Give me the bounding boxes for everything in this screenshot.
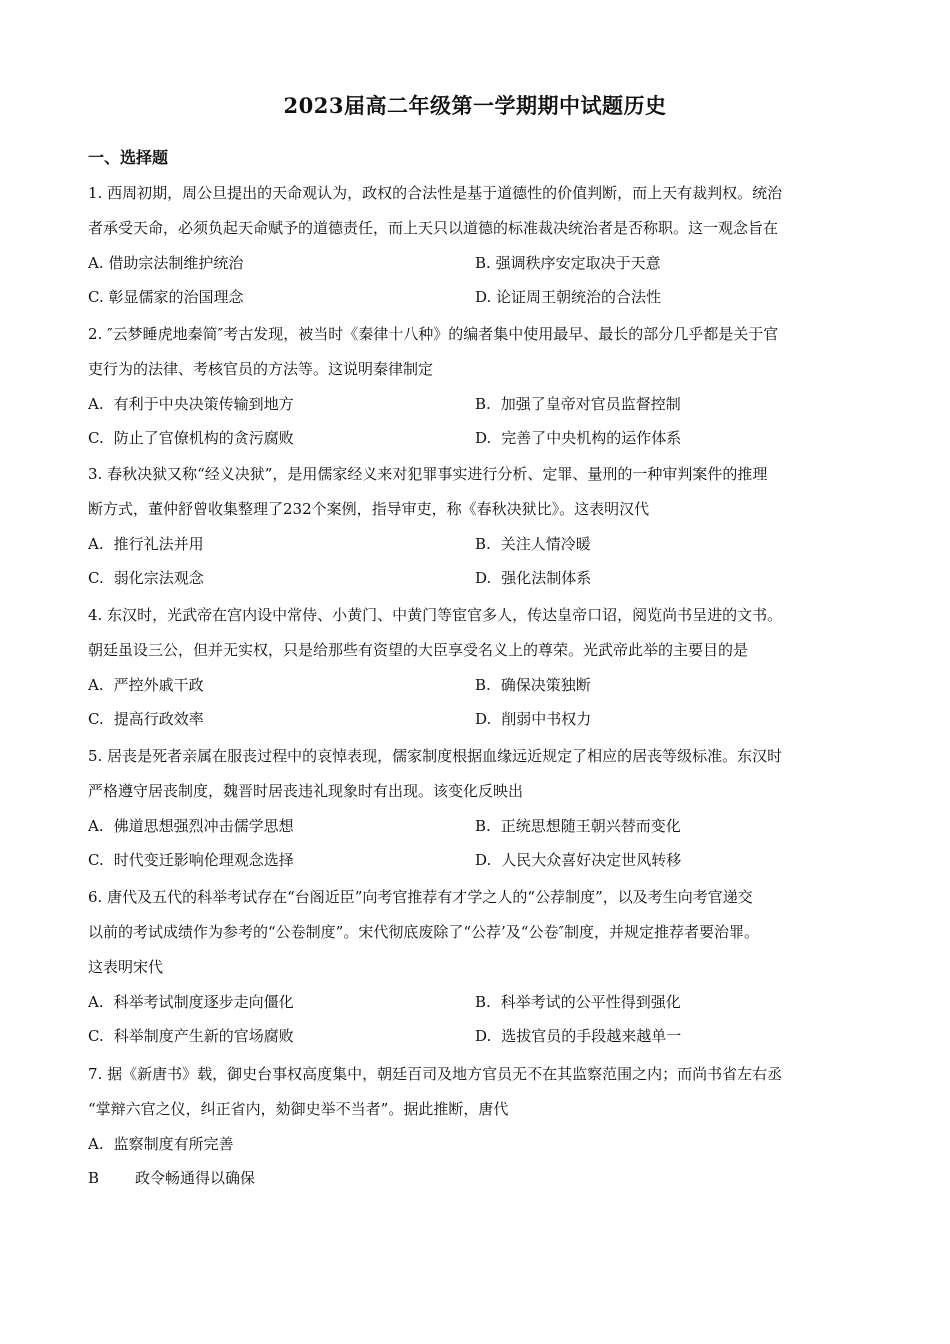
option-text: 论证周王朝统治的合法性 [496,288,662,306]
option-letter: D. [475,1027,492,1045]
option-text: 彰显儒家的治国理念 [108,288,244,306]
question-stem-line: 这表明宋代 [88,958,164,976]
option-letter: A. [88,993,104,1011]
question-stem-line: 2. ″云梦睡虎地秦简″考古发现，被当时《秦律十八种》的编者集中使用最早、最长的部分几乎都是关于官 [88,325,779,343]
option-c[interactable] [88,702,204,736]
option-letter: D. [475,429,492,447]
option-letter: D. [475,288,492,306]
option-d[interactable] [475,702,591,736]
option-row [88,280,868,314]
option-b[interactable] [475,387,681,421]
option-text: 推行礼法并用 [113,535,204,553]
option-d[interactable] [475,421,681,455]
option-c[interactable] [88,421,294,455]
option-d[interactable] [475,843,681,877]
option-letter: C. [88,429,104,447]
option-text: 正统思想随王朝兴替而变化 [500,817,681,835]
question-6 [88,880,868,1053]
option-d[interactable] [475,561,591,595]
question-stem-line: 严格遵守居丧制度，魏晋时居丧违礼现象时有出现。该变化反映出 [88,782,524,800]
option-letter: B. [475,993,491,1011]
question-stem-line: 3. 春秋决狱又称“经义决狱”，是用儒家经义来对犯罪事实进行分析、定罪、量刑的一种审判案件的推理 [88,465,768,483]
option-row [88,843,868,877]
option-text: 人民大众喜好决定世风转移 [501,851,682,869]
question-stem-line: 断方式，董仲舒曾收集整理了232个案例，指导审吏，称《春秋决狱比》。这表明汉代 [88,500,650,518]
option-b[interactable] [475,809,681,843]
option-row [88,421,868,455]
option-text: 政令畅通得以确保 [135,1169,256,1187]
page-title: 2023届高二年级第一学期期中试题历史 [283,93,667,118]
option-letter: B. [475,535,491,553]
option-text: 强化法制体系 [501,569,592,587]
question-7 [88,1057,868,1195]
question-stem-line: 6. 唐代及五代的科举考试存在“台阁近臣”向考官推荐有才学之人的“公荐制度”，以及考生向考官递交 [88,888,753,906]
option-letter: B. [475,254,491,272]
option-text: 选拔官员的手段越来越单一 [501,1027,682,1045]
option-b[interactable] [475,668,591,702]
question-stem-line: 1. 西周初期，周公旦提出的天命观认为，政权的合法性是基于道德性的价值判断，而上天有裁判权。统治 [88,184,783,202]
option-d[interactable] [475,1019,681,1053]
option-a[interactable] [88,985,294,1019]
option-letter: A. [88,1135,104,1153]
option-row [88,561,868,595]
option-d[interactable] [475,280,661,314]
question-stem-line: 吏行为的法律、考核官员的方法等。这说明秦律制定 [88,360,434,378]
option-text: 完善了中央机构的运作体系 [501,429,682,447]
question-stem-line: 5. 居丧是死者亲属在服丧过程中的哀悼表现，儒家制度根据血缘远近规定了相应的居丧等级标准。东汉时 [88,747,783,765]
option-text: 确保决策独断 [500,676,591,694]
option-row [88,668,868,702]
question-4 [88,598,868,736]
option-b[interactable] [475,527,591,561]
option-letter: B. [475,395,491,413]
question-stem-line: 者承受天命，必须负起天命赋予的道德责任，而上天只以道德的标准裁决统治者是否称职。这一观念旨在 [88,219,779,237]
question-3 [88,457,868,595]
option-b[interactable] [88,1161,255,1195]
option-letter: C. [88,1027,104,1045]
option-text: 监察制度有所完善 [113,1135,234,1153]
option-text: 借助宗法制维护统治 [108,254,244,272]
option-letter: A. [88,395,104,413]
option-letter: B. [475,817,491,835]
option-letter: A. [88,817,104,835]
option-row [88,702,868,736]
option-a[interactable] [88,246,243,280]
option-row [88,527,868,561]
option-row [88,246,868,280]
option-text: 弱化宗法观念 [113,569,204,587]
section-heading: 一、选择题 [88,148,169,167]
option-text: 加强了皇帝对官员监督控制 [500,395,681,413]
option-row [88,1161,868,1195]
option-letter: C. [88,569,104,587]
option-text: 有利于中央决策传输到地方 [113,395,294,413]
question-1 [88,176,868,314]
option-letter: C. [88,851,104,869]
option-text: 科举考试的公平性得到强化 [500,993,681,1011]
option-text: 削弱中书权力 [501,710,592,728]
option-text: 强调秩序安定取决于天意 [495,254,661,272]
option-c[interactable] [88,1019,294,1053]
option-letter: B [88,1169,100,1187]
option-letter: C. [88,288,104,306]
option-letter: B. [475,676,491,694]
question-stem-line: 7. 据《新唐书》载，御史台事权高度集中，朝廷百司及地方官员无不在其监察范围之内；而尚书省左右丞 [88,1065,783,1083]
option-a[interactable] [88,1127,234,1161]
option-letter: A. [88,535,104,553]
question-stem-line: 朝廷虽设三公，但并无实权，只是给那些有资望的大臣享受名义上的尊荣。光武帝此举的主要目的是 [88,641,749,659]
question-2 [88,317,868,455]
option-c[interactable] [88,280,244,314]
question-stem-line: “掌辩六官之仪，纠正省内，劾御史举不当者”。据此推断，唐代 [88,1100,509,1118]
question-stem-line: 以前的考试成绩作为参考的“公卷制度”。宋代彻底废除了“公荐’及“公卷″制度，并规定推荐者要治罪。 [88,923,760,941]
option-text: 严控外戚干政 [113,676,204,694]
option-text: 防止了官僚机构的贪污腐败 [113,429,294,447]
option-a[interactable] [88,809,294,843]
option-text: 关注人情冷暖 [500,535,591,553]
option-text: 科举制度产生新的官场腐败 [113,1027,294,1045]
option-b[interactable] [475,985,681,1019]
option-letter: D. [475,569,492,587]
option-a[interactable] [88,527,204,561]
option-text: 佛道思想强烈冲击儒学思想 [113,817,294,835]
option-text: 时代变迁影响伦理观念选择 [113,851,294,869]
option-row [88,1019,868,1053]
option-text: 科举考试制度逐步走向僵化 [113,993,294,1011]
option-text: 提高行政效率 [113,710,204,728]
option-a[interactable] [88,387,294,421]
option-letter: A. [88,254,104,272]
option-row [88,387,868,421]
question-stem-line: 4. 东汉时，光武帝在宫内设中常侍、小黄门、中黄门等宦官多人，传达皇帝口诏，阅览尚书呈进的文书。 [88,606,783,624]
option-row [88,985,868,1019]
option-row [88,1127,868,1161]
option-letter: D. [475,710,492,728]
option-a[interactable] [88,668,204,702]
option-b[interactable] [475,246,661,280]
question-5 [88,739,868,877]
option-row [88,809,868,843]
option-letter: A. [88,676,104,694]
option-c[interactable] [88,561,204,595]
option-letter: C. [88,710,104,728]
option-c[interactable] [88,843,294,877]
option-letter: D. [475,851,492,869]
